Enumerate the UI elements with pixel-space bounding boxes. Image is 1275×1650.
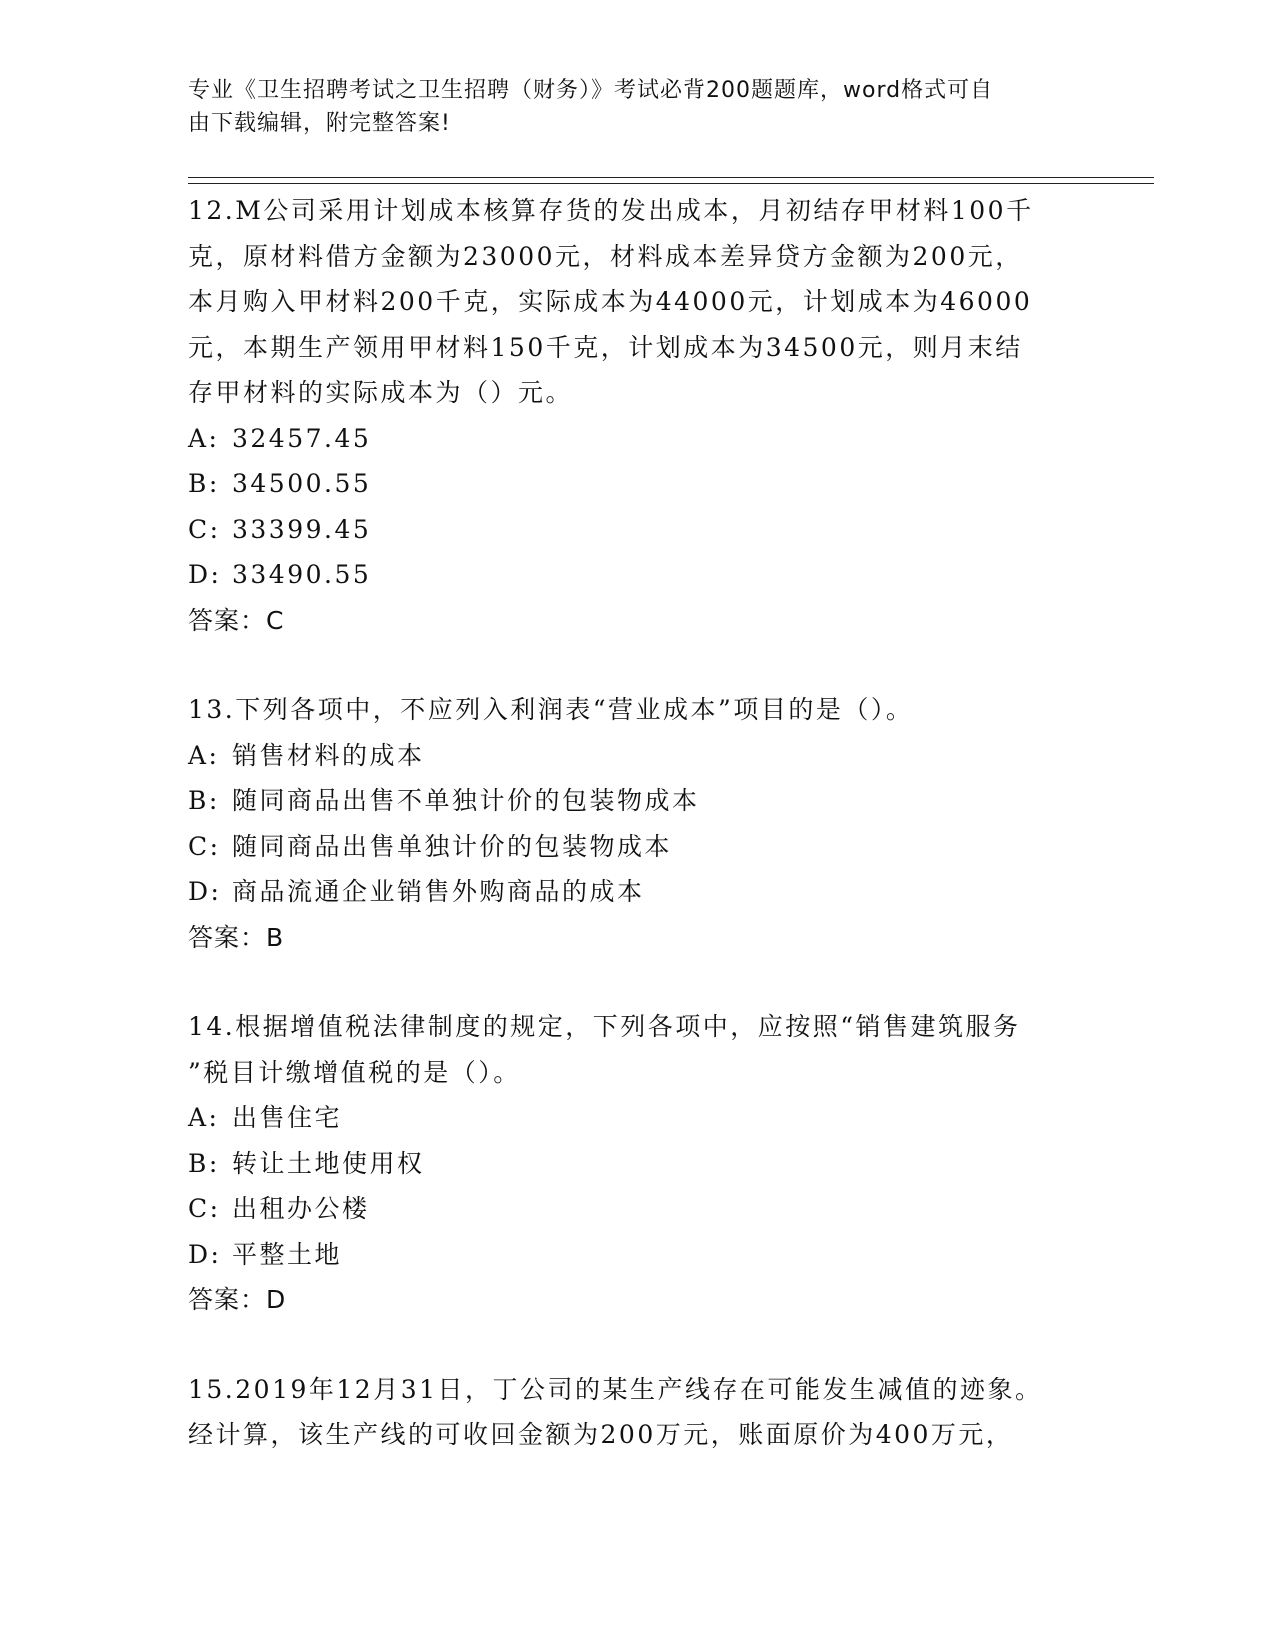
stem-line: 13.下列各项中，不应列入利润表“营业成本”项目的是（）。 [188,695,914,724]
option-c [188,1186,1088,1232]
header-line-1: 专业《卫生招聘考试之卫生招聘（财务）》考试必背200题题库，word格式可自 [188,78,994,103]
option-key: B: [188,469,220,498]
answer-line: 答案：C [188,605,285,635]
option-text: 转让土地使用权 [232,1148,425,1178]
question-stem [188,188,1088,416]
option-d [188,869,1088,915]
option-key: D: [188,877,222,906]
document-header [188,74,1068,140]
stem-line: 12.M公司采用计划成本核算存货的发出成本，月初结存甲材料100千 [188,196,1034,225]
option-key: C: [188,831,221,861]
question-13 [188,687,1088,960]
question-list [188,188,1088,1502]
stem-line: 14.根据增值税法律制度的规定，下列各项中，应按照“销售建筑服务 [188,1012,1021,1041]
option-text: 34500.55 [232,469,372,498]
stem-line: 元，本期生产领用甲材料150千克，计划成本为34500元，则月末结 [188,332,1023,362]
option-key: D: [188,1239,222,1269]
header-line-2: 由下载编辑，附完整答案! [188,111,451,136]
header-divider-bottom [188,183,1154,184]
question-stem [188,1367,1088,1458]
question-14 [188,1004,1088,1323]
option-key: B: [188,1148,220,1178]
option-key: A: [188,1103,220,1132]
option-d [188,552,1088,598]
question-15 [188,1367,1088,1458]
option-key: D: [188,560,222,589]
option-b [188,461,1088,507]
option-a [188,733,1088,779]
option-d [188,1232,1088,1278]
option-key: C: [188,1194,221,1223]
option-c [188,507,1088,553]
stem-line: 经计算，该生产线的可收回金额为200万元，账面原价为400万元， [188,1420,1014,1449]
option-a [188,416,1088,462]
option-text: 出租办公楼 [232,1194,370,1223]
stem-line: ”税目计缴增值税的是（）。 [188,1057,521,1087]
option-text: 随同商品出售单独计价的包装物成本 [232,831,673,861]
option-b [188,778,1088,824]
stem-line: 本月购入甲材料200千克，实际成本为44000元，计划成本为46000 [188,287,1033,316]
option-text: 随同商品出售不单独计价的包装物成本 [232,786,700,815]
question-12 [188,188,1088,643]
stem-line: 存甲材料的实际成本为（）元。 [188,378,574,407]
option-key: A: [188,740,220,770]
answer-line: 答案：B [188,922,285,952]
option-text: 32457.45 [232,423,372,453]
option-key: C: [188,514,221,544]
option-key: A: [188,423,220,453]
header-divider-top [188,177,1154,178]
question-stem [188,1004,1088,1095]
option-text: 平整土地 [232,1239,343,1269]
option-text: 销售材料的成本 [232,740,425,770]
stem-line: 克，原材料借方金额为23000元，材料成本差异贷方金额为200元， [188,241,1023,271]
option-text: 33399.45 [232,514,372,544]
option-c [188,824,1088,870]
option-b [188,1141,1088,1187]
option-key: B: [188,786,220,815]
option-a [188,1095,1088,1141]
question-stem [188,687,1088,733]
stem-line: 15.2019年12月31日，丁公司的某生产线存在可能发生减值的迹象。 [188,1374,1043,1404]
option-text: 出售住宅 [232,1103,343,1132]
option-text: 33490.55 [232,560,372,589]
answer-line: 答案：D [188,1285,287,1314]
option-text: 商品流通企业销售外购商品的成本 [232,877,645,906]
